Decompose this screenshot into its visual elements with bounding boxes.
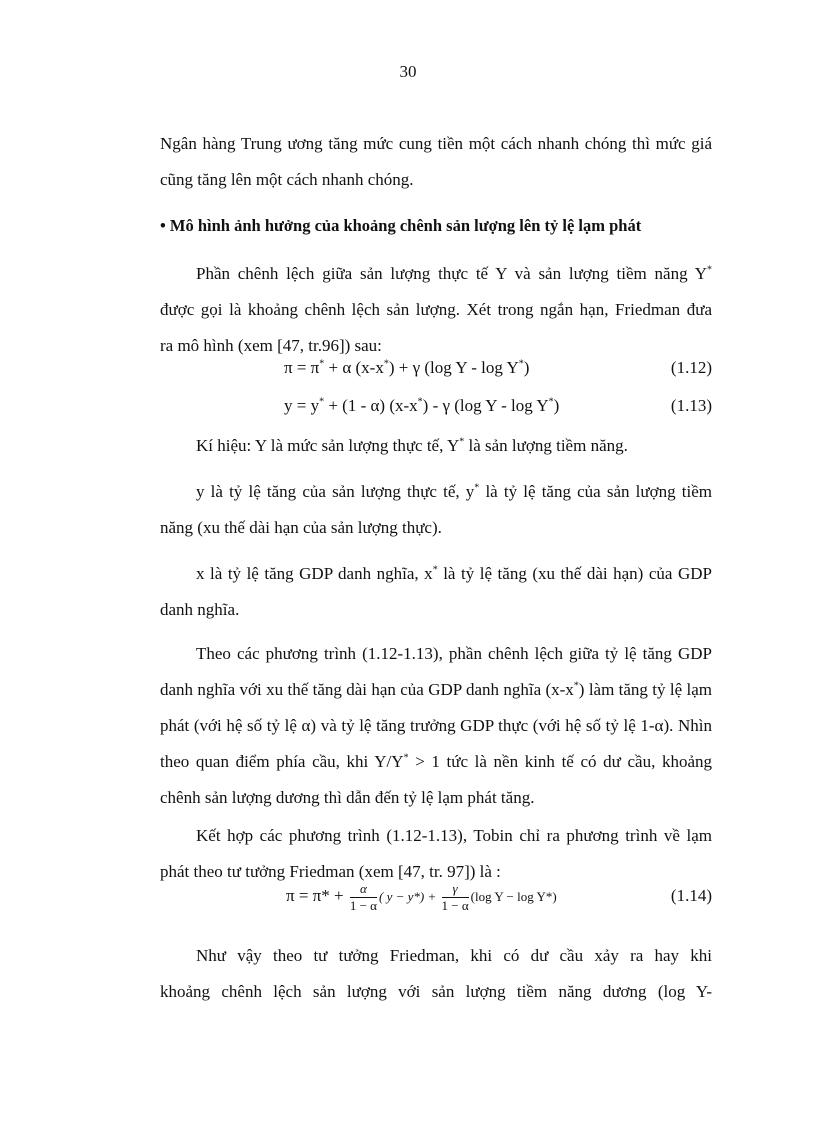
text-line: Kết hợp các phương trình (1.12-1.13), Tobin chỉ ra phương trình về lạm: [196, 826, 712, 845]
text-line: ra mô hình (xem [47, tr.96]) sau:: [160, 336, 382, 355]
fraction-alpha: $\frac{\alpha}{1 - \alpha}$: [349, 880, 377, 913]
paragraph-interpretation: [160, 636, 712, 816]
text-line: Phần chênh lệch giữa sản lượng thực tế Y và sản lượng tiềm năng Y*: [196, 264, 712, 283]
text-line: được gọi là khoảng chênh lệch sản lượng. Xét trong ngắn hạn, Friedman đưa: [160, 300, 712, 319]
text-line: x là tỷ lệ tăng GDP danh nghĩa, x* là tỷ lệ tăng (xu thế dài hạn) của GDP: [196, 564, 712, 583]
text-line: y là tỷ lệ tăng của sản lượng thực tế, y* là tỷ lệ tăng của sản lượng tiềm: [196, 482, 712, 501]
page-number: 30: [399, 62, 417, 81]
text-line: Kí hiệu: Y là mức sản lượng thực tế, Y* là sản lượng tiềm năng.: [196, 436, 628, 455]
text-line: danh nghĩa.: [160, 600, 240, 619]
section-heading: • Mô hình ảnh hưởng của khoảng chênh sản lượng lên tỷ lệ lạm phát: [160, 216, 642, 235]
paragraph-notation-x: [160, 556, 712, 628]
paragraph-output-gap: [160, 256, 712, 364]
text-line: khoảng chênh lệch sản lượng với sản lượng tiềm năng dương (log Y-: [160, 982, 712, 1001]
equation-1-14: [160, 874, 712, 918]
paragraph-conclusion: [160, 938, 712, 1010]
text-line: Theo các phương trình (1.12-1.13), phần chênh lệch giữa tỷ lệ tăng GDP: [196, 644, 712, 663]
paragraph-continued: [160, 126, 712, 198]
text-line: phát (với hệ số tỷ lệ α) và tỷ lệ tăng trưởng GDP thực (với hệ số tỷ lệ 1-α). Nhìn: [160, 716, 712, 735]
equation-body: π = π* + α (x-x*) + γ (log Y - log Y*): [284, 358, 530, 377]
equation-1-12: [160, 350, 712, 386]
equation-body: π = π* + $\frac{\alpha}{1 - \alpha}$ ( y − y*) + $\frac{\gamma}{1 - \alpha}$ (log Y − log Y*): [286, 880, 557, 913]
text-line: danh nghĩa với xu thế tăng dài hạn của GDP danh nghĩa (x-x*) làm tăng tỷ lệ lạm: [160, 680, 712, 699]
paragraph-notation-y: [160, 474, 712, 546]
equation-number: (1.12): [670, 358, 712, 377]
text-line: phát theo tư tưởng Friedman (xem [47, tr. 97]) là :: [160, 862, 501, 881]
text-line: năng (xu thế dài hạn của sản lượng thực).: [160, 518, 442, 537]
text-line: chênh sản lượng dương thì dẫn đến tỷ lệ lạm phát tăng.: [160, 788, 535, 807]
equation-number: (1.13): [670, 396, 712, 415]
text-line: cũng tăng lên một cách nhanh chóng.: [160, 170, 414, 189]
equation-body: y = y* + (1 - α) (x-x*) - γ (log Y - log Y*): [284, 396, 560, 415]
equation-1-13: [160, 388, 712, 424]
text-line: Ngân hàng Trung ương tăng mức cung tiền một cách nhanh chóng thì mức giá: [160, 134, 712, 153]
paragraph-notation: [160, 428, 712, 464]
equation-number: (1.14): [670, 886, 712, 905]
text-line: theo quan điểm phía cầu, khi Y/Y* > 1 tức là nền kinh tế có dư cầu, khoảng: [160, 752, 712, 771]
fraction-gamma: $\frac{\gamma}{1 - \alpha}$: [441, 880, 469, 913]
text-line: Như vậy theo tư tưởng Friedman, khi có dư cầu xảy ra hay khi: [196, 946, 712, 965]
